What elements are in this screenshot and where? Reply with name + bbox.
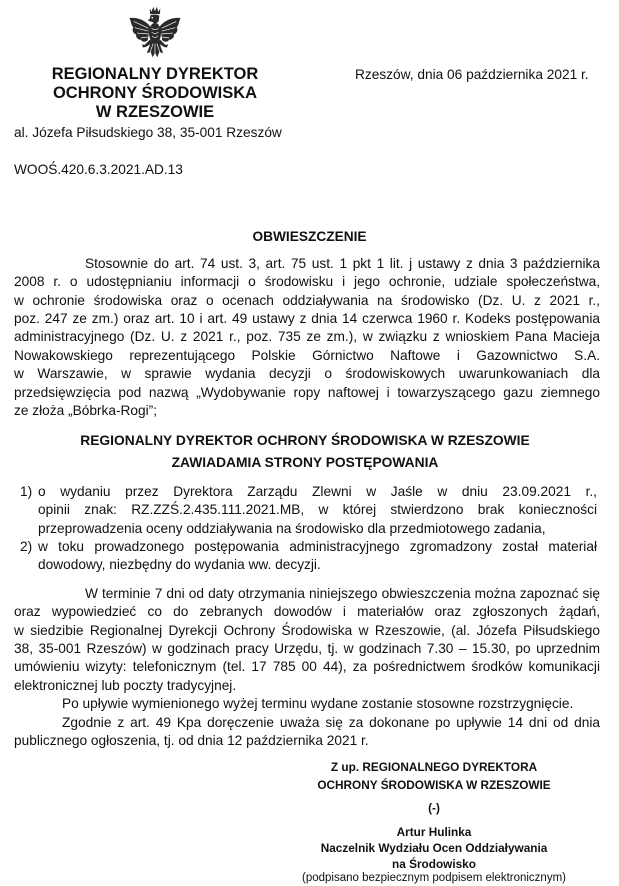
signatory-position: Naczelnik Wydziału Ocen Oddziaływania	[320, 841, 548, 855]
case-number: WOOŚ.420.6.3.2021.AD.13	[14, 162, 183, 177]
intro-line: Nowakowskiego reprezentującego Polskie Górnictwo Naftowe i Gazownictwo S.A.	[14, 347, 600, 363]
list-item-line: o wydaniu przez Dyrektora Zarządu Zlewni w Jaśle w dniu 23.09.2021 r.,	[38, 483, 597, 499]
signature-note: (podpisano bezpiecznym podpisem elektronicznym)	[302, 872, 566, 884]
list-item-line: opinii znak: RZ.ZZŚ.2.435.111.2021.MB, w której stwierdzono brak konieczności	[38, 502, 597, 518]
signatory-name: Artur Hulinka	[396, 825, 472, 839]
list-item-line: przeprowadzenia oceny oddziaływania na środowisko dla przedmiotowego zadania,	[38, 520, 546, 536]
issuing-authority	[14, 65, 296, 122]
notice-heading: ZAWIADAMIA STRONY POSTĘPOWANIA	[171, 455, 439, 470]
decision-line: Po upływie wymienionego wyżej terminu wydane zostanie stosowne rozstrzygnięcie.	[62, 696, 574, 712]
list-item	[14, 538, 600, 575]
authority-line: W RZESZOWIE	[95, 103, 215, 121]
signature-mark: (-)	[428, 801, 440, 815]
authority-address: al. Józefa Piłsudskiego 38, 35-001 Rzeszów	[14, 125, 282, 140]
delivery-line: publicznego ogłoszenia, tj. od dnia 12 października 2021 r.	[14, 733, 369, 749]
signature-on-behalf: Z up. REGIONALNEGO DYREKTORA	[330, 760, 538, 774]
info-line: umówieniu wizyty: telefonicznym (tel. 17 785 00 44), za pośrednictwem środków komunikacji	[14, 659, 600, 675]
intro-line: w ochronie środowiska oraz o ocenach oddziaływania na środowisko (Dz. U. z 2021 r.,	[14, 292, 600, 308]
info-line: oraz wypowiedzieć co do zebranych dowodów i materiałów oraz zgłoszonych żądań,	[14, 604, 600, 620]
info-line: w siedzibie Regionalnej Dyrekcji Ochrony Środowiska w Rzeszowie, (al. Józefa Piłsudskiego	[14, 622, 600, 638]
intro-line: Stosownie do art. 74 ust. 3, art. 75 ust. 1 pkt 1 lit. j ustawy z dnia 3 października	[85, 255, 600, 271]
intro-line: w Warszawie, w sprawie wydania decyzji o środowiskowych uwarunkowaniach dla	[14, 366, 600, 382]
intro-line: poz. 247 ze zm.) oraz art. 10 i art. 49 ustawy z dnia 14 czerwca 1960 r. Kodeks postępowania	[14, 311, 600, 327]
info-section	[14, 585, 600, 751]
list-item-line: dowodowy, niezbędny do wydania ww. decyzji.	[38, 557, 321, 573]
authority-line: REGIONALNY DYREKTOR	[51, 65, 259, 83]
authority-line: OCHRONY ŚRODOWISKA	[52, 84, 258, 102]
notice-items	[14, 483, 600, 575]
list-item-marker: 1)	[20, 483, 33, 499]
intro-paragraph	[14, 255, 600, 421]
list-item-marker: 2)	[20, 539, 33, 555]
place-and-date: Rzeszów, dnia 06 października 2021 r.	[355, 67, 589, 82]
signatory-position: na Środowisko	[392, 857, 476, 871]
delivery-line: Zgodnie z art. 49 Kpa doręczenie uważa się za dokonane po upływie 14 dni od dnia	[62, 714, 600, 730]
info-line: W terminie 7 dni od daty otrzymania niniejszego obwieszczenia można zapoznać się	[85, 585, 600, 601]
list-item-line: w toku prowadzonego postępowania administracyjnego zgromadzony został materiał	[38, 539, 597, 555]
signature-on-behalf: OCHRONY ŚRODOWISKA W RZESZOWIE	[317, 778, 551, 792]
document-title: OBWIESZCZENIE	[252, 229, 367, 244]
info-line: elektronicznej lub poczty tradycyjnej.	[14, 677, 237, 693]
intro-line: ze złoża „Bóbrka-Rogi”;	[14, 403, 158, 419]
list-item	[14, 483, 600, 538]
info-line: 38, 35-001 Rzeszów) w godzinach pracy Urzędu, tj. w godzinach 7.30 – 15.30, po uprzednim	[14, 641, 600, 657]
intro-line: administracyjnego (Dz. U. z 2021 r., poz. 735 ze zm.), w związku z wnioskiem Pana Macieja	[14, 329, 600, 345]
authority-heading: REGIONALNY DYREKTOR OCHRONY ŚRODOWISKA W RZESZOWIE	[80, 433, 530, 448]
intro-line: 2008 r. o udostępnianiu informacji o środowisku i jego ochronie, udziale społeczeństwa,	[14, 274, 600, 290]
intro-line: przedsięwzięcia pod nazwą „Wydobywanie ropy naftowej i towarzyszącego gazu ziemnego	[14, 384, 600, 400]
eagle-emblem-icon	[126, 5, 184, 63]
